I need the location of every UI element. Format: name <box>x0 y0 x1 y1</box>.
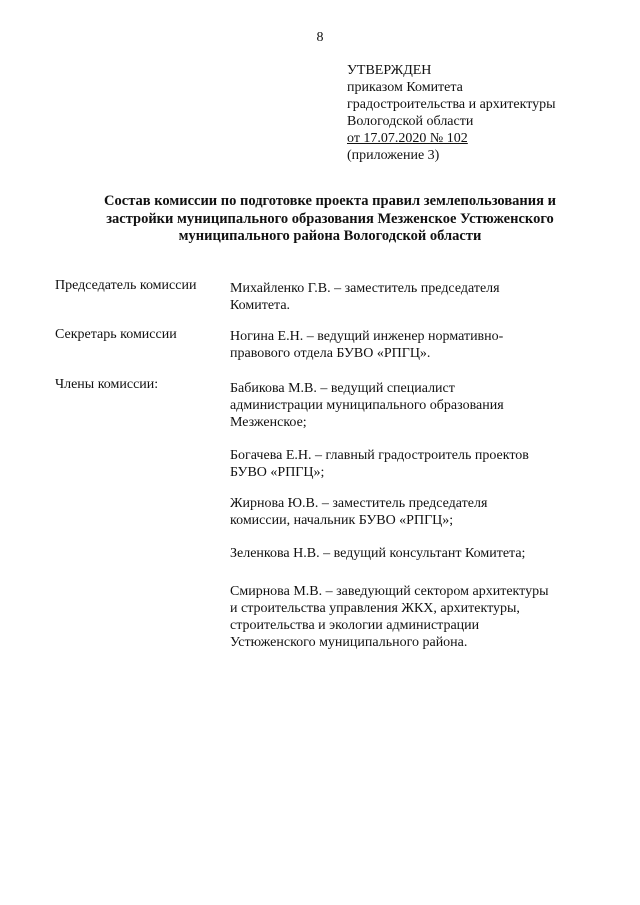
approval-heading: УТВЕРЖДЕН <box>347 63 432 78</box>
member-line: Устюженского муниципального района. <box>230 635 468 650</box>
title-line-2: застройки муниципального образования Мезженское Устюженского <box>106 210 554 227</box>
member-line: строительства и экологии администрации <box>230 618 480 633</box>
document-title <box>60 193 600 246</box>
member-line: Жирнова Ю.В. – заместитель председателя <box>230 496 488 511</box>
approval-stamp <box>347 62 617 164</box>
member-item <box>230 545 620 562</box>
role-members: Члены комиссии: <box>55 377 159 392</box>
approval-date-number: от 17.07.2020 № 102 <box>347 131 468 146</box>
member-line: Мезженское; <box>230 415 307 430</box>
approval-line-1: приказом Комитета <box>347 80 463 95</box>
role-chairman: Председатель комиссии <box>55 278 197 293</box>
title-line-1: Состав комиссии по подготовке проекта правил землепользования и <box>104 193 556 209</box>
member-line: Михайленко Г.В. – заместитель председателя <box>230 281 500 296</box>
member-item <box>230 447 620 481</box>
member-line: комиссии, начальник БУВО «РПГЦ»; <box>230 513 454 528</box>
page-number: 8 <box>316 30 324 45</box>
member-line: Ногина Е.Н. – ведущий инженер нормативно- <box>230 329 504 344</box>
member-line: правового отдела БУВО «РПГЦ». <box>230 346 431 361</box>
role-secretary: Секретарь комиссии <box>55 327 177 342</box>
member-line: Смирнова М.В. – заведующий сектором архитектуры <box>230 584 549 599</box>
member-line: Богачева Е.Н. – главный градостроитель проектов <box>230 448 529 463</box>
member-chairman <box>230 280 620 314</box>
member-item <box>230 495 620 529</box>
title-line-3: муниципального района Вологодской области <box>178 228 482 244</box>
member-line: Зеленкова Н.В. – ведущий консультант Комитета; <box>230 546 526 561</box>
member-line: БУВО «РПГЦ»; <box>230 465 325 480</box>
member-secretary <box>230 328 620 362</box>
member-item <box>230 380 620 431</box>
approval-line-3: Вологодской области <box>347 114 474 129</box>
member-line: Бабикова М.В. – ведущий специалист <box>230 381 455 396</box>
member-line: и строительства управления ЖКХ, архитектуры, <box>230 601 520 616</box>
member-item <box>230 583 620 651</box>
approval-line-2: градостроительства и архитектуры <box>347 97 556 112</box>
member-line: администрации муниципального образования <box>230 398 504 413</box>
member-line: Комитета. <box>230 298 291 313</box>
approval-appendix: (приложение 3) <box>347 148 440 163</box>
